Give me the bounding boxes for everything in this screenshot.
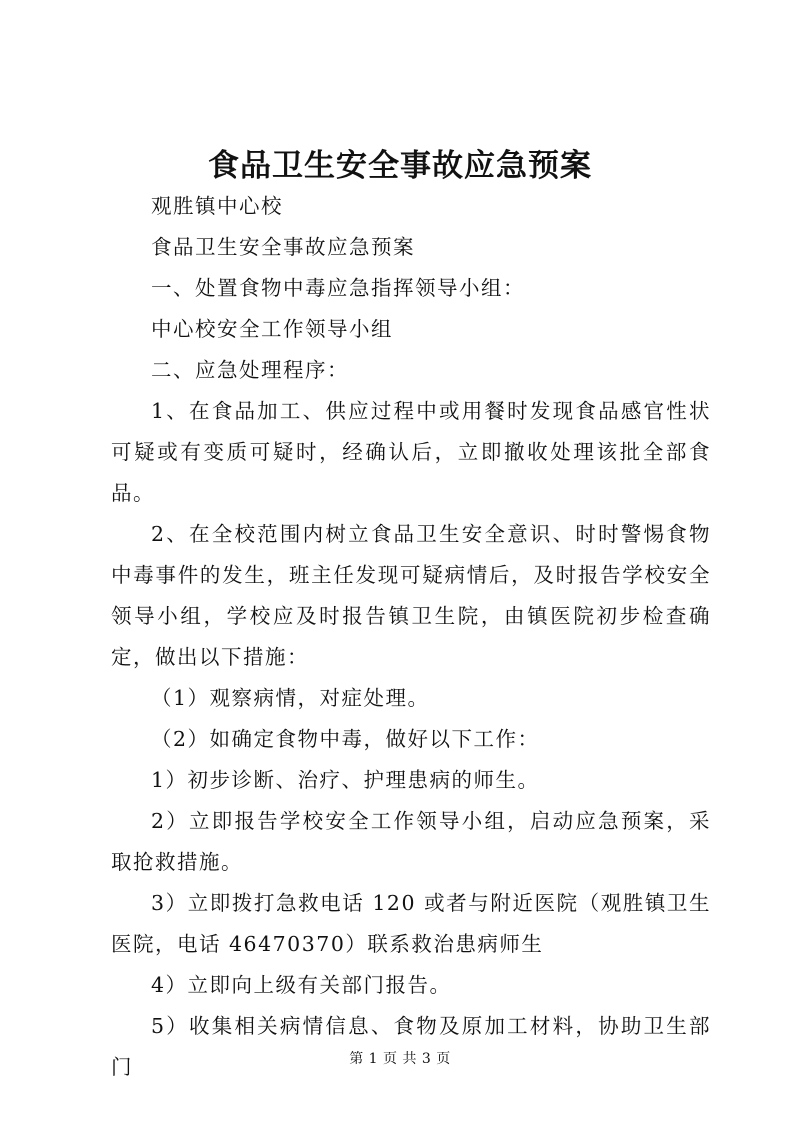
paragraph-leadership-group: 中心校安全工作领导小组 — [151, 317, 393, 341]
paragraph-measure-2: （2）如确定食物中毒，做好以下工作： — [151, 727, 540, 751]
paragraph-action-1: 1）初步诊断、治疗、护理患病的师生。 — [151, 768, 540, 792]
paragraph-section-1-heading: 一、处置食物中毒应急指挥领导小组： — [151, 276, 525, 300]
paragraph-action-2: 2）立即报告学校安全工作领导小组，启动应急预案，采取抢救措施。 — [111, 809, 711, 874]
paragraph-action-4: 4）立即向上级有关部门报告。 — [151, 973, 452, 997]
document-title: 食品卫生安全事故应急预案 — [208, 148, 592, 184]
paragraph-school-name: 观胜镇中心校 — [151, 194, 283, 218]
paragraph-plan-name: 食品卫生安全事故应急预案 — [151, 235, 415, 259]
paragraph-measure-1: （1）观察病情，对症处理。 — [151, 686, 430, 710]
paragraph-step-2: 2、在全校范围内树立食品卫生安全意识、时时警惕食物中毒事件的发生，班主任发现可疑病情后，及时报告学校安全领导小组，学校应及时报告镇卫生院，由镇医院初步检查确定，做出以下措施： — [111, 522, 711, 669]
paragraph-action-3: 3）立即拨打急救电话 120 或者与附近医院（观胜镇卫生医院，电话 46470370）联系救治患病师生 — [111, 891, 711, 956]
document-body — [111, 186, 711, 1088]
paragraph-step-1: 1、在食品加工、供应过程中或用餐时发现食品感官性状可疑或有变质可疑时，经确认后，立即撤收处理该批全部食品。 — [111, 399, 711, 505]
paragraph-section-2-heading: 二、应急处理程序： — [151, 358, 349, 382]
page-footer: 第 1 页 共 3 页 — [349, 1051, 451, 1067]
paragraph-action-5: 5）收集相关病情信息、食物及原加工材料，协助卫生部门 — [111, 1014, 711, 1079]
